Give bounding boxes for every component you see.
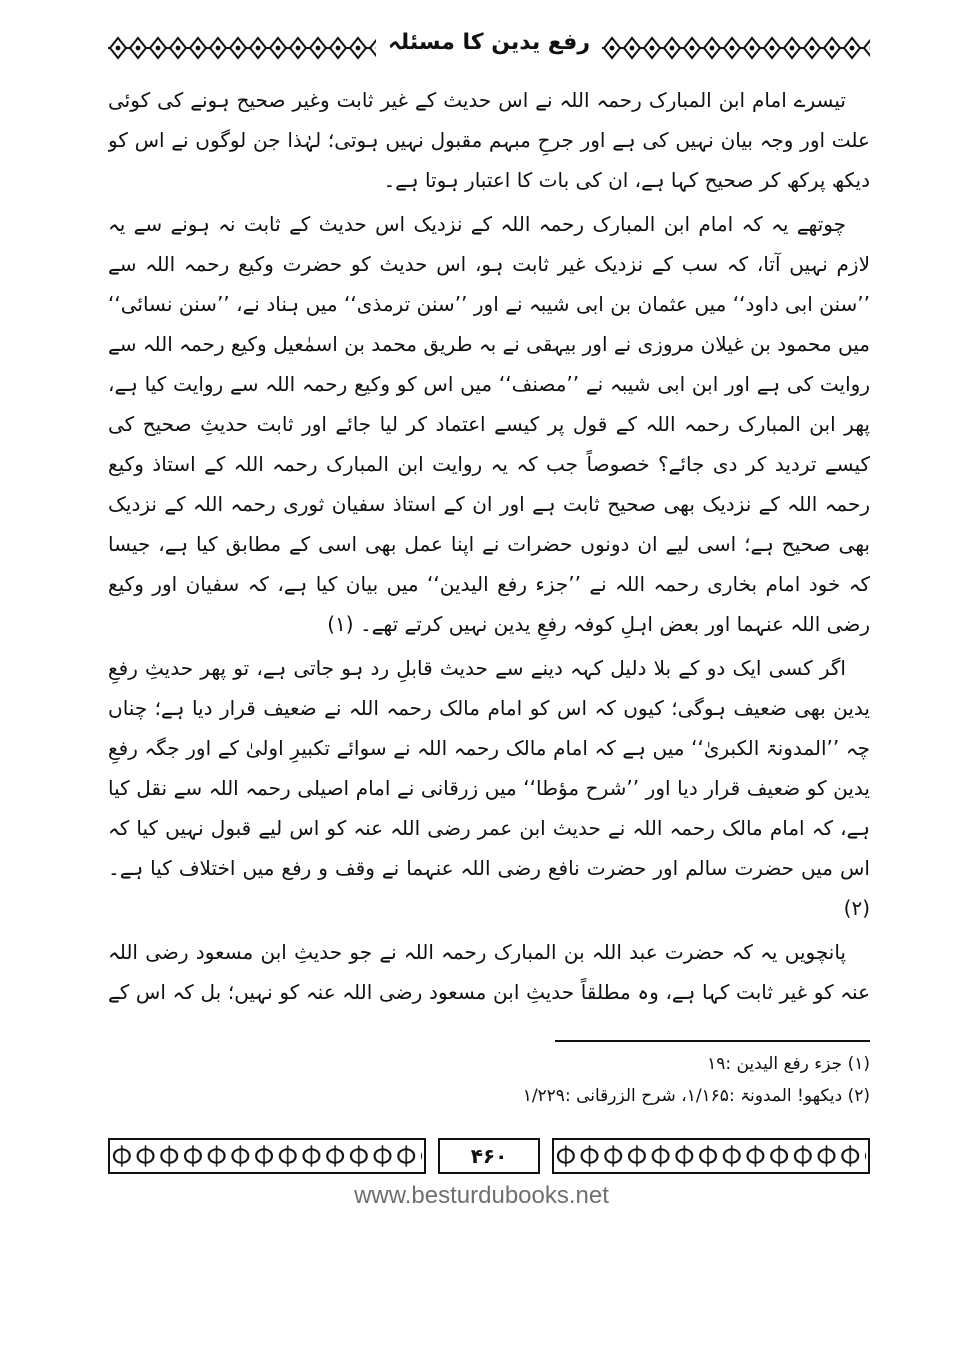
footnote: (۱) جزء رفع الیدین :۱۹ (707, 1054, 870, 1074)
page-header (108, 28, 870, 68)
ornament-border-icon (108, 1138, 426, 1174)
main-text (108, 80, 870, 1010)
footnote-divider (555, 1040, 870, 1042)
ornament-border-icon (552, 1138, 870, 1174)
footnote: (۲) دیکھو! المدونۃ :۱/۱۶۵، شرح الزرقانی :۱/۲۲۹ (522, 1086, 870, 1106)
paragraph: اگر کسی ایک دو کے بلا دلیل کہہ دینے سے حدیث قابلِ رد ہو جاتی ہے، تو پھر حدیثِ رفعِ یدین بھی ضعیف ہوگی؛ کیوں کہ اس کو امام مالک رحمہ اللہ نے ضعیف قرار دیا ہے؛ چناں چہ ’’المدونۃ الکبریٰ‘‘ میں ہے کہ امام مالک رحمہ اللہ نے سوائے تکبیرِ اولیٰ کے اور جگہ رفعِ یدین کو ضعیف قرار دیا اور ’’شرح مؤطا‘‘ میں زرقانی نے امام اصیلی رحمہ اللہ سے نقل کیا ہے، کہ امام مالک رحمہ اللہ نے حدیث ابن عمر رضی اللہ عنہ کو اس لیے قبول نہیں کیا کہ اس میں حضرت سالم اور حضرت نافع رضی اللہ عنہما نے وقف و رفع میں اختلاف کیا ہے۔ (۲) (108, 656, 870, 920)
ornament-border-icon (602, 36, 870, 60)
ornament-border-icon (108, 36, 376, 60)
watermark-url: www.besturdubooks.net (354, 1182, 609, 1209)
paragraph: چوتھے یہ کہ امام ابن المبارک رحمہ اللہ کے نزدیک اس حدیث کے ثابت نہ ہونے سے یہ لازم نہیں آتا، کہ سب کے نزدیک غیر ثابت ہو، اس حدیث کو حضرت وکیع رحمہ اللہ سے ’’سنن ابی داود‘‘ میں عثمان بن ابی شیبہ نے اور ’’سنن ترمذی‘‘ میں ہناد نے، ’’سنن نسائی‘‘ میں محمود بن غیلان مروزی نے اور بیہقی نے بہ طریق محمد بن اسمٰعیل وکیع رحمہ اللہ سے روایت کی ہے اور ابن ابی شیبہ نے ’’مصنف‘‘ میں اس کو وکیع رحمہ اللہ سے روایت کیا ہے، پھر ابن المبارک رحمہ اللہ کے قول پر کیسے اعتماد کر لیا جائے اور ثابت حدیثِ صحیح کی کیسے تردید کر دی جائے؟ خصوصاً جب کہ یہ روایت ابن المبارک رحمہ اللہ کے استاذ وکیع رحمہ اللہ کے نزدیک بھی صحیح ثابت ہے اور ان کے استاذ سفیان ثوری رحمہ اللہ کے نزدیک بھی صحیح ہے؛ اسی لیے ان دونوں حضرات نے اپنا عمل بھی اسی کے مطابق کیا ہے، جیسا کہ خود امام بخاری رحمہ اللہ نے ’’جزء رفع الیدین‘‘ میں بیان کیا ہے، کہ سفیان اور وکیع رضی اللہ عنہما اور بعض اہلِ کوفہ رفعِ یدین نہیں کرتے تھے۔ (۱) (108, 212, 870, 636)
footnotes (108, 1048, 870, 1132)
paragraph: تیسرے امام ابن المبارک رحمہ اللہ نے اس حدیث کے غیر ثابت وغیر صحیح ہونے کی کوئی علت اور وجہ بیان نہیں کی ہے اور جرحِ مبہم مقبول نہیں ہوتی؛ لہٰذا جن لوگوں نے اس کو دیکھ پرکھ کر صحیح کہا ہے، ان کی بات کا اعتبار ہوتا ہے۔ (108, 88, 870, 192)
page-number: ۴۶۰ (438, 1138, 540, 1174)
running-title: رفع یدین کا مسئلہ (387, 30, 591, 55)
paragraph: پانچویں یہ کہ حضرت عبد اللہ بن المبارک رحمہ اللہ نے جو حدیثِ ابن مسعود رضی اللہ عنہ کو غیر ثابت کہا ہے، وہ مطلقاً حدیثِ ابن مسعود رضی اللہ عنہ کو نہیں؛ بل کہ اس کے (108, 940, 870, 1004)
page-footer (108, 1136, 870, 1178)
